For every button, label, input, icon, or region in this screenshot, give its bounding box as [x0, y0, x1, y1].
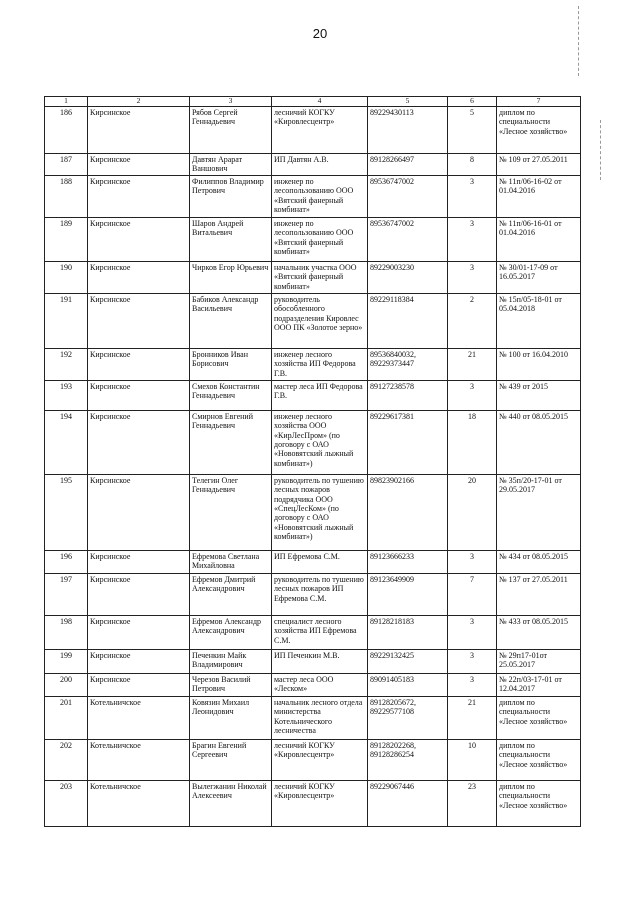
position-cell: лесничий КОГКУ «Кировлесцентр» — [272, 106, 368, 153]
district-cell: Кирсинское — [88, 261, 190, 293]
position-cell: ИП Ефремова С.М. — [272, 550, 368, 573]
row-number: 202 — [45, 739, 88, 780]
row-number: 192 — [45, 348, 88, 380]
row-number: 196 — [45, 550, 88, 573]
column-header: 7 — [497, 97, 581, 107]
table-row — [45, 696, 581, 739]
row-number: 200 — [45, 673, 88, 696]
position-cell: мастер леса ООО «Леском» — [272, 673, 368, 696]
table-row — [45, 217, 581, 261]
name-cell: Ефремова Светлана Михайловна — [190, 550, 272, 573]
experience-cell: 10 — [448, 739, 497, 780]
position-cell: инженер лесного хозяйства ИП Федорова Г.В. — [272, 348, 368, 380]
name-cell: Бронников Иван Борисович — [190, 348, 272, 380]
name-cell: Ковязин Михаил Леонидович — [190, 696, 272, 739]
scan-mark — [600, 120, 601, 180]
name-cell: Шаров Андрей Витальевич — [190, 217, 272, 261]
position-cell: начальник участка ООО «Вятский фанерный комбинат» — [272, 261, 368, 293]
experience-cell: 5 — [448, 106, 497, 153]
experience-cell: 2 — [448, 293, 497, 348]
row-number: 199 — [45, 649, 88, 673]
document-cell: № 29п17-01от 25.05.2017 — [497, 649, 581, 673]
row-number: 187 — [45, 153, 88, 175]
table-row — [45, 106, 581, 153]
row-number: 194 — [45, 410, 88, 474]
experience-cell: 3 — [448, 261, 497, 293]
table-row — [45, 380, 581, 410]
document-cell: № 15п/05-18-01 от 05.04.2018 — [497, 293, 581, 348]
name-cell: Рябов Сергей Геннадьевич — [190, 106, 272, 153]
name-cell: Ефремов Александр Александрович — [190, 615, 272, 649]
column-header: 3 — [190, 97, 272, 107]
experience-cell: 7 — [448, 573, 497, 615]
document-cell: № 11п/06-16-02 от 01.04.2016 — [497, 175, 581, 217]
district-cell: Котельничское — [88, 780, 190, 826]
position-cell: специалист лесного хозяйства ИП Ефремова С.М. — [272, 615, 368, 649]
table-row — [45, 673, 581, 696]
district-cell: Кирсинское — [88, 673, 190, 696]
name-cell: Вылегжанин Николай Алексеевич — [190, 780, 272, 826]
district-cell: Кирсинское — [88, 380, 190, 410]
column-header: 4 — [272, 97, 368, 107]
phone-cell: 89229132425 — [368, 649, 448, 673]
experience-cell: 3 — [448, 380, 497, 410]
position-cell: лесничий КОГКУ «Кировлесцентр» — [272, 739, 368, 780]
table-row — [45, 649, 581, 673]
phone-cell: 89128205672, 89229577108 — [368, 696, 448, 739]
phone-cell: 89091405183 — [368, 673, 448, 696]
document-cell: диплом по специальности «Лесное хозяйство» — [497, 106, 581, 153]
experience-cell: 8 — [448, 153, 497, 175]
name-cell: Смехов Константин Геннадьевич — [190, 380, 272, 410]
column-header: 1 — [45, 97, 88, 107]
document-cell: № 100 от 16.04.2010 — [497, 348, 581, 380]
phone-cell: 89229430113 — [368, 106, 448, 153]
experience-cell: 3 — [448, 550, 497, 573]
position-cell: инженер лесного хозяйства ООО «КирЛесПром» (по договору с ОАО «Нововятский лыжный комбинат») — [272, 410, 368, 474]
document-cell: диплом по специальности «Лесное хозяйство» — [497, 696, 581, 739]
table-row — [45, 573, 581, 615]
position-cell: начальник лесного отдела министерства Котельнического лесничества — [272, 696, 368, 739]
experience-cell: 3 — [448, 615, 497, 649]
experience-cell: 3 — [448, 217, 497, 261]
name-cell: Телегин Олег Геннадьевич — [190, 474, 272, 550]
table-row — [45, 348, 581, 380]
name-cell: Печенкин Майк Владимирович — [190, 649, 272, 673]
document-cell: № 433 от 08.05.2015 — [497, 615, 581, 649]
row-number: 198 — [45, 615, 88, 649]
name-cell: Давтян Арарат Ваншович — [190, 153, 272, 175]
phone-cell: 89229118384 — [368, 293, 448, 348]
table-row — [45, 261, 581, 293]
column-header: 2 — [88, 97, 190, 107]
phone-cell: 89536840032, 89229373447 — [368, 348, 448, 380]
row-number: 197 — [45, 573, 88, 615]
document-cell: № 434 от 08.05.2015 — [497, 550, 581, 573]
district-cell: Котельничское — [88, 739, 190, 780]
experience-cell: 18 — [448, 410, 497, 474]
district-cell: Кирсинское — [88, 175, 190, 217]
row-number: 201 — [45, 696, 88, 739]
table-row — [45, 293, 581, 348]
phone-cell: 89823902166 — [368, 474, 448, 550]
phone-cell: 89128266497 — [368, 153, 448, 175]
row-number: 195 — [45, 474, 88, 550]
experience-cell: 21 — [448, 696, 497, 739]
district-cell: Кирсинское — [88, 153, 190, 175]
column-header: 6 — [448, 97, 497, 107]
row-number: 189 — [45, 217, 88, 261]
position-cell: ИП Печенкин М.В. — [272, 649, 368, 673]
position-cell: инженер по лесопользованию ООО «Вятский фанерный комбинат» — [272, 217, 368, 261]
district-cell: Кирсинское — [88, 106, 190, 153]
experience-cell: 20 — [448, 474, 497, 550]
name-cell: Бабиков Александр Васильевич — [190, 293, 272, 348]
document-cell: № 22п/03-17-01 от 12.04.2017 — [497, 673, 581, 696]
phone-cell: 89536747002 — [368, 175, 448, 217]
district-cell: Котельничское — [88, 696, 190, 739]
phone-cell: 89123666233 — [368, 550, 448, 573]
experience-cell: 3 — [448, 649, 497, 673]
district-cell: Кирсинское — [88, 474, 190, 550]
table-row — [45, 410, 581, 474]
phone-cell: 89123649909 — [368, 573, 448, 615]
document-cell: № 35п/20-17-01 от 29.05.2017 — [497, 474, 581, 550]
row-number: 186 — [45, 106, 88, 153]
district-cell: Кирсинское — [88, 615, 190, 649]
document-cell: № 109 от 27.05.2011 — [497, 153, 581, 175]
position-cell: ИП Давтян А.В. — [272, 153, 368, 175]
district-cell: Кирсинское — [88, 649, 190, 673]
table-row — [45, 739, 581, 780]
document-cell: № 440 от 08.05.2015 — [497, 410, 581, 474]
district-cell: Кирсинское — [88, 410, 190, 474]
document-cell: диплом по специальности «Лесное хозяйство» — [497, 739, 581, 780]
document-cell: № 30/01-17-09 от 16.05.2017 — [497, 261, 581, 293]
table-row — [45, 474, 581, 550]
experience-cell: 23 — [448, 780, 497, 826]
position-cell: инженер по лесопользованию ООО «Вятский фанерный комбинат» — [272, 175, 368, 217]
phone-cell: 89127238578 — [368, 380, 448, 410]
document-cell: № 439 от 2015 — [497, 380, 581, 410]
row-number: 203 — [45, 780, 88, 826]
experience-cell: 3 — [448, 673, 497, 696]
table-row — [45, 175, 581, 217]
district-cell: Кирсинское — [88, 550, 190, 573]
document-cell: № 137 от 27.05.2011 — [497, 573, 581, 615]
district-cell: Кирсинское — [88, 293, 190, 348]
position-cell: мастер леса ИП Федорова Г.В. — [272, 380, 368, 410]
name-cell: Смирнов Евгений Геннадьевич — [190, 410, 272, 474]
scan-mark — [578, 6, 579, 76]
district-cell: Кирсинское — [88, 573, 190, 615]
district-cell: Кирсинское — [88, 217, 190, 261]
table-row — [45, 153, 581, 175]
name-cell: Черезов Василий Петрович — [190, 673, 272, 696]
name-cell: Чирков Егор Юрьевич — [190, 261, 272, 293]
name-cell: Брагин Евгений Сергеевич — [190, 739, 272, 780]
phone-cell: 89229617381 — [368, 410, 448, 474]
experience-cell: 3 — [448, 175, 497, 217]
table-row — [45, 780, 581, 826]
document-cell: № 11п/06-16-01 от 01.04.2016 — [497, 217, 581, 261]
registry-table — [44, 96, 581, 827]
header-row — [45, 97, 581, 107]
document-cell: диплом по специальности «Лесное хозяйство» — [497, 780, 581, 826]
name-cell: Ефремов Дмитрий Александрович — [190, 573, 272, 615]
name-cell: Филиппов Владимир Петрович — [190, 175, 272, 217]
experience-cell: 21 — [448, 348, 497, 380]
position-cell: руководитель обособленного подразделения Кировлес ООО ПК «Золотое зерно» — [272, 293, 368, 348]
position-cell: лесничий КОГКУ «Кировлесцентр» — [272, 780, 368, 826]
table-row — [45, 550, 581, 573]
phone-cell: 89229067446 — [368, 780, 448, 826]
position-cell: руководитель по тушению лесных пожаров подрядчика ООО «СпецЛесКом» (по договору с ОАО «Нововятский лыжный комбинат») — [272, 474, 368, 550]
row-number: 191 — [45, 293, 88, 348]
phone-cell: 89128218183 — [368, 615, 448, 649]
column-header: 5 — [368, 97, 448, 107]
row-number: 188 — [45, 175, 88, 217]
row-number: 190 — [45, 261, 88, 293]
phone-cell: 89229003230 — [368, 261, 448, 293]
row-number: 193 — [45, 380, 88, 410]
position-cell: руководитель по тушению лесных пожаров ИП Ефремова С.М. — [272, 573, 368, 615]
phone-cell: 89536747002 — [368, 217, 448, 261]
district-cell: Кирсинское — [88, 348, 190, 380]
phone-cell: 89128202268, 89128286254 — [368, 739, 448, 780]
page-number: 20 — [312, 26, 328, 41]
table-row — [45, 615, 581, 649]
